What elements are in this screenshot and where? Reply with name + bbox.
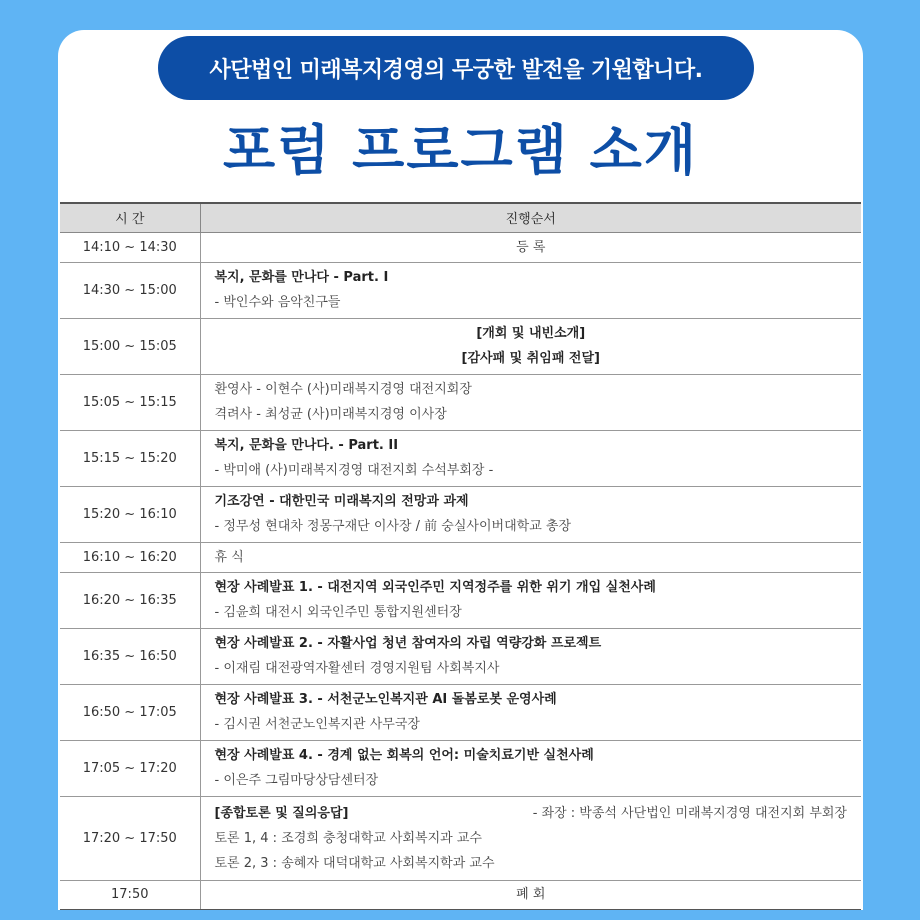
row-program — [200, 628, 861, 684]
row-line: 등 록 — [516, 239, 546, 255]
table-row — [60, 430, 861, 486]
row-program — [200, 542, 861, 572]
row-program — [200, 318, 861, 374]
row-time: 15:05 ~ 15:15 — [60, 374, 200, 430]
table-row — [60, 318, 861, 374]
row-line: 토론 1, 4 : 조경희 충청대학교 사회복지과 교수 — [214, 830, 482, 846]
row-time: 15:20 ~ 16:10 — [60, 486, 200, 542]
table-row — [60, 684, 861, 740]
table-row — [60, 262, 861, 318]
table-row — [60, 486, 861, 542]
row-time: 16:10 ~ 16:20 — [60, 542, 200, 572]
table-row — [60, 232, 861, 262]
row-program — [200, 430, 861, 486]
row-subtitle: - 박미애 (사)미래복지경영 대전지회 수석부회장 - — [214, 463, 494, 478]
table-row — [60, 740, 861, 796]
row-title: 복지, 문화를 만나다 - Part. I — [214, 270, 389, 285]
row-program — [200, 262, 861, 318]
row-line: 환영사 - 이현수 (사)미래복지경영 대전지회장 — [214, 382, 472, 397]
time-column-header: 시 간 — [60, 203, 200, 232]
row-subtitle: - 김윤희 대전시 외국인주민 통합지원센터장 — [214, 605, 462, 620]
table-row — [60, 374, 861, 430]
row-time: 17:05 ~ 17:20 — [60, 740, 200, 796]
row-title: 현장 사례발표 1. - 대전지역 외국인주민 지역정주를 위한 위기 개입 실천사례 — [214, 580, 656, 595]
program-column-header: 진행순서 — [200, 203, 861, 232]
row-program — [200, 880, 861, 910]
row-title: [개회 및 내빈소개] — [476, 326, 586, 341]
row-title: 기조강연 - 대한민국 미래복지의 전망과 과제 — [214, 494, 469, 509]
banner: 사단법인 미래복지경영의 무궁한 발전을 기원합니다. — [158, 36, 754, 100]
row-time: 17:20 ~ 17:50 — [60, 796, 200, 880]
table-header-row — [60, 203, 861, 232]
row-title: [감사패 및 취임패 전달] — [461, 351, 600, 366]
row-subtitle: - 이은주 그림마당상담센터장 — [214, 773, 379, 788]
row-program — [200, 232, 861, 262]
program-table — [60, 202, 861, 910]
row-chair: - 좌장 : 박종석 사단법인 미래복지경영 대전지회 부회장 — [532, 805, 847, 821]
row-title: 현장 사례발표 3. - 서천군노인복지관 AI 돌봄로봇 운영사례 — [214, 692, 557, 707]
row-subtitle: - 이재림 대전광역자활센터 경영지원팀 사회복지사 — [214, 661, 500, 676]
row-title-line — [215, 801, 848, 826]
row-time: 14:10 ~ 14:30 — [60, 232, 200, 262]
row-title: 현장 사례발표 2. - 자활사업 청년 참여자의 자립 역량강화 프로젝트 — [214, 636, 602, 651]
row-time: 17:50 — [60, 880, 200, 910]
row-program — [200, 486, 861, 542]
row-title: 복지, 문화을 만나다. - Part. II — [214, 438, 399, 453]
row-line: 폐 회 — [516, 887, 546, 903]
row-program — [200, 796, 861, 880]
row-line: 토론 2, 3 : 송혜자 대덕대학교 사회복지학과 교수 — [214, 855, 495, 871]
table-row — [60, 542, 861, 572]
row-program — [200, 374, 861, 430]
row-time: 16:35 ~ 16:50 — [60, 628, 200, 684]
row-time: 15:00 ~ 15:05 — [60, 318, 200, 374]
row-line: 격려사 - 최성균 (사)미래복지경영 이사장 — [214, 407, 447, 422]
table-row — [60, 880, 861, 910]
row-subtitle: - 김시권 서천군노인복지관 사무국장 — [214, 717, 420, 732]
page-title: 포럼 프로그램 소개 — [223, 119, 698, 182]
row-time: 14:30 ~ 15:00 — [60, 262, 200, 318]
table-row — [60, 796, 861, 880]
row-title: [종합토론 및 질의응답] — [214, 805, 349, 821]
row-subtitle: - 박인수와 음악친구들 — [214, 295, 341, 310]
row-program — [200, 684, 861, 740]
row-line: 휴 식 — [214, 549, 244, 565]
program-card — [58, 30, 863, 910]
row-time: 16:50 ~ 17:05 — [60, 684, 200, 740]
row-subtitle: - 정무성 현대차 정몽구재단 이사장 / 前 숭실사이버대학교 총장 — [214, 519, 572, 534]
row-time: 15:15 ~ 15:20 — [60, 430, 200, 486]
table-row — [60, 628, 861, 684]
row-program — [200, 740, 861, 796]
row-program — [200, 572, 861, 628]
row-title: 현장 사례발표 4. - 경계 없는 회복의 언어: 미술치료기반 실천사례 — [214, 748, 594, 763]
table-row — [60, 572, 861, 628]
row-time: 16:20 ~ 16:35 — [60, 572, 200, 628]
